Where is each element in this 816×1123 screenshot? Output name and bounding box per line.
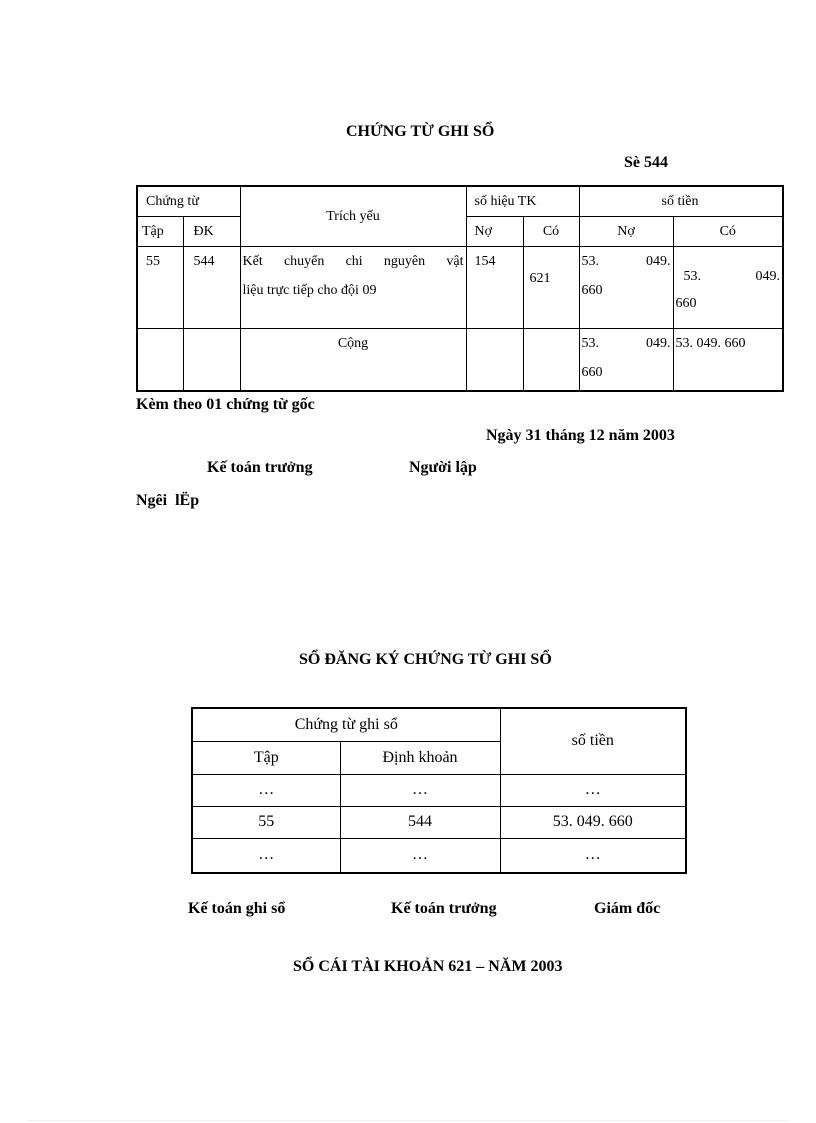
sign-ke-toan-truong: Kế toán trưởng [207,459,313,476]
header-tk-co: Có [523,217,579,247]
header-dinh-khoan: Định khoản [340,741,500,774]
trich-yeu-line1: Kết chuyển chi nguyên vật [242,254,464,269]
row-tk-co: 621 [523,247,579,329]
ledger-title: SỔ CÁI TÀI KHOẢN 621 – NĂM 2003 [293,958,563,975]
table-row: … … … [192,838,686,873]
voucher-number: Sè 544 [624,154,668,171]
header-chung-tu: Chứng từ [137,186,240,217]
total-row [137,329,783,391]
total-label: Cộng [240,329,466,391]
sign-nguoi-lap: Người lập [409,459,477,476]
register-title: SỔ ĐĂNG KÝ CHỨNG TỪ GHI SỔ [299,651,552,668]
row-trich-yeu [240,247,466,329]
voucher-title: CHỨNG TỪ GHI SỔ [346,123,495,140]
table-row [137,247,783,329]
sign-ke-toan-truong-2: Kế toán trưởng [391,900,497,917]
row-dk: 544 [183,247,240,329]
row-tien-no: 53. 049. 660 [579,247,673,329]
header-so-tien: số tiền [579,186,783,217]
header-chung-tu-ghi-so: Chứng từ ghi sổ [192,708,500,741]
header-so-tien: số tiền [500,708,686,774]
header-so-hieu-tk: số hiệu TK [466,186,579,217]
sign-giam-doc: Giám đốc [594,900,661,917]
header-tap: Tập [137,217,183,247]
page-bottom-divider [28,1120,788,1121]
trich-yeu-line2: liệu trực tiếp cho đội 09 [242,283,377,298]
header-tien-co: Có [673,217,783,247]
table-row: 55 544 53. 049. 660 [192,806,686,838]
header-tk-no: Nợ [466,217,523,247]
row-tk-no: 154 [466,247,523,329]
voucher-table [136,185,784,392]
row-tien-co: 53. 049. 660 [673,247,783,329]
table-row: … … … [192,774,686,806]
register-table [191,707,687,874]
row-tap: 55 [137,247,183,329]
header-tap: Tập [192,741,340,774]
garbled-signature-text: Ngêi lËp [136,492,200,509]
header-tien-no: Nợ [579,217,673,247]
header-trich-yeu: Trích yếu [240,186,466,247]
total-tien-co: 53. 049. 660 [673,329,783,391]
voucher-date: Ngày 31 tháng 12 năm 2003 [486,427,675,444]
header-dk: ĐK [183,217,240,247]
sign-ke-toan-ghi-so: Kế toán ghi sổ [188,900,286,917]
total-tien-no: 53. 049. 660 [579,329,673,391]
attachment-note: Kèm theo 01 chứng từ gốc [136,396,315,413]
